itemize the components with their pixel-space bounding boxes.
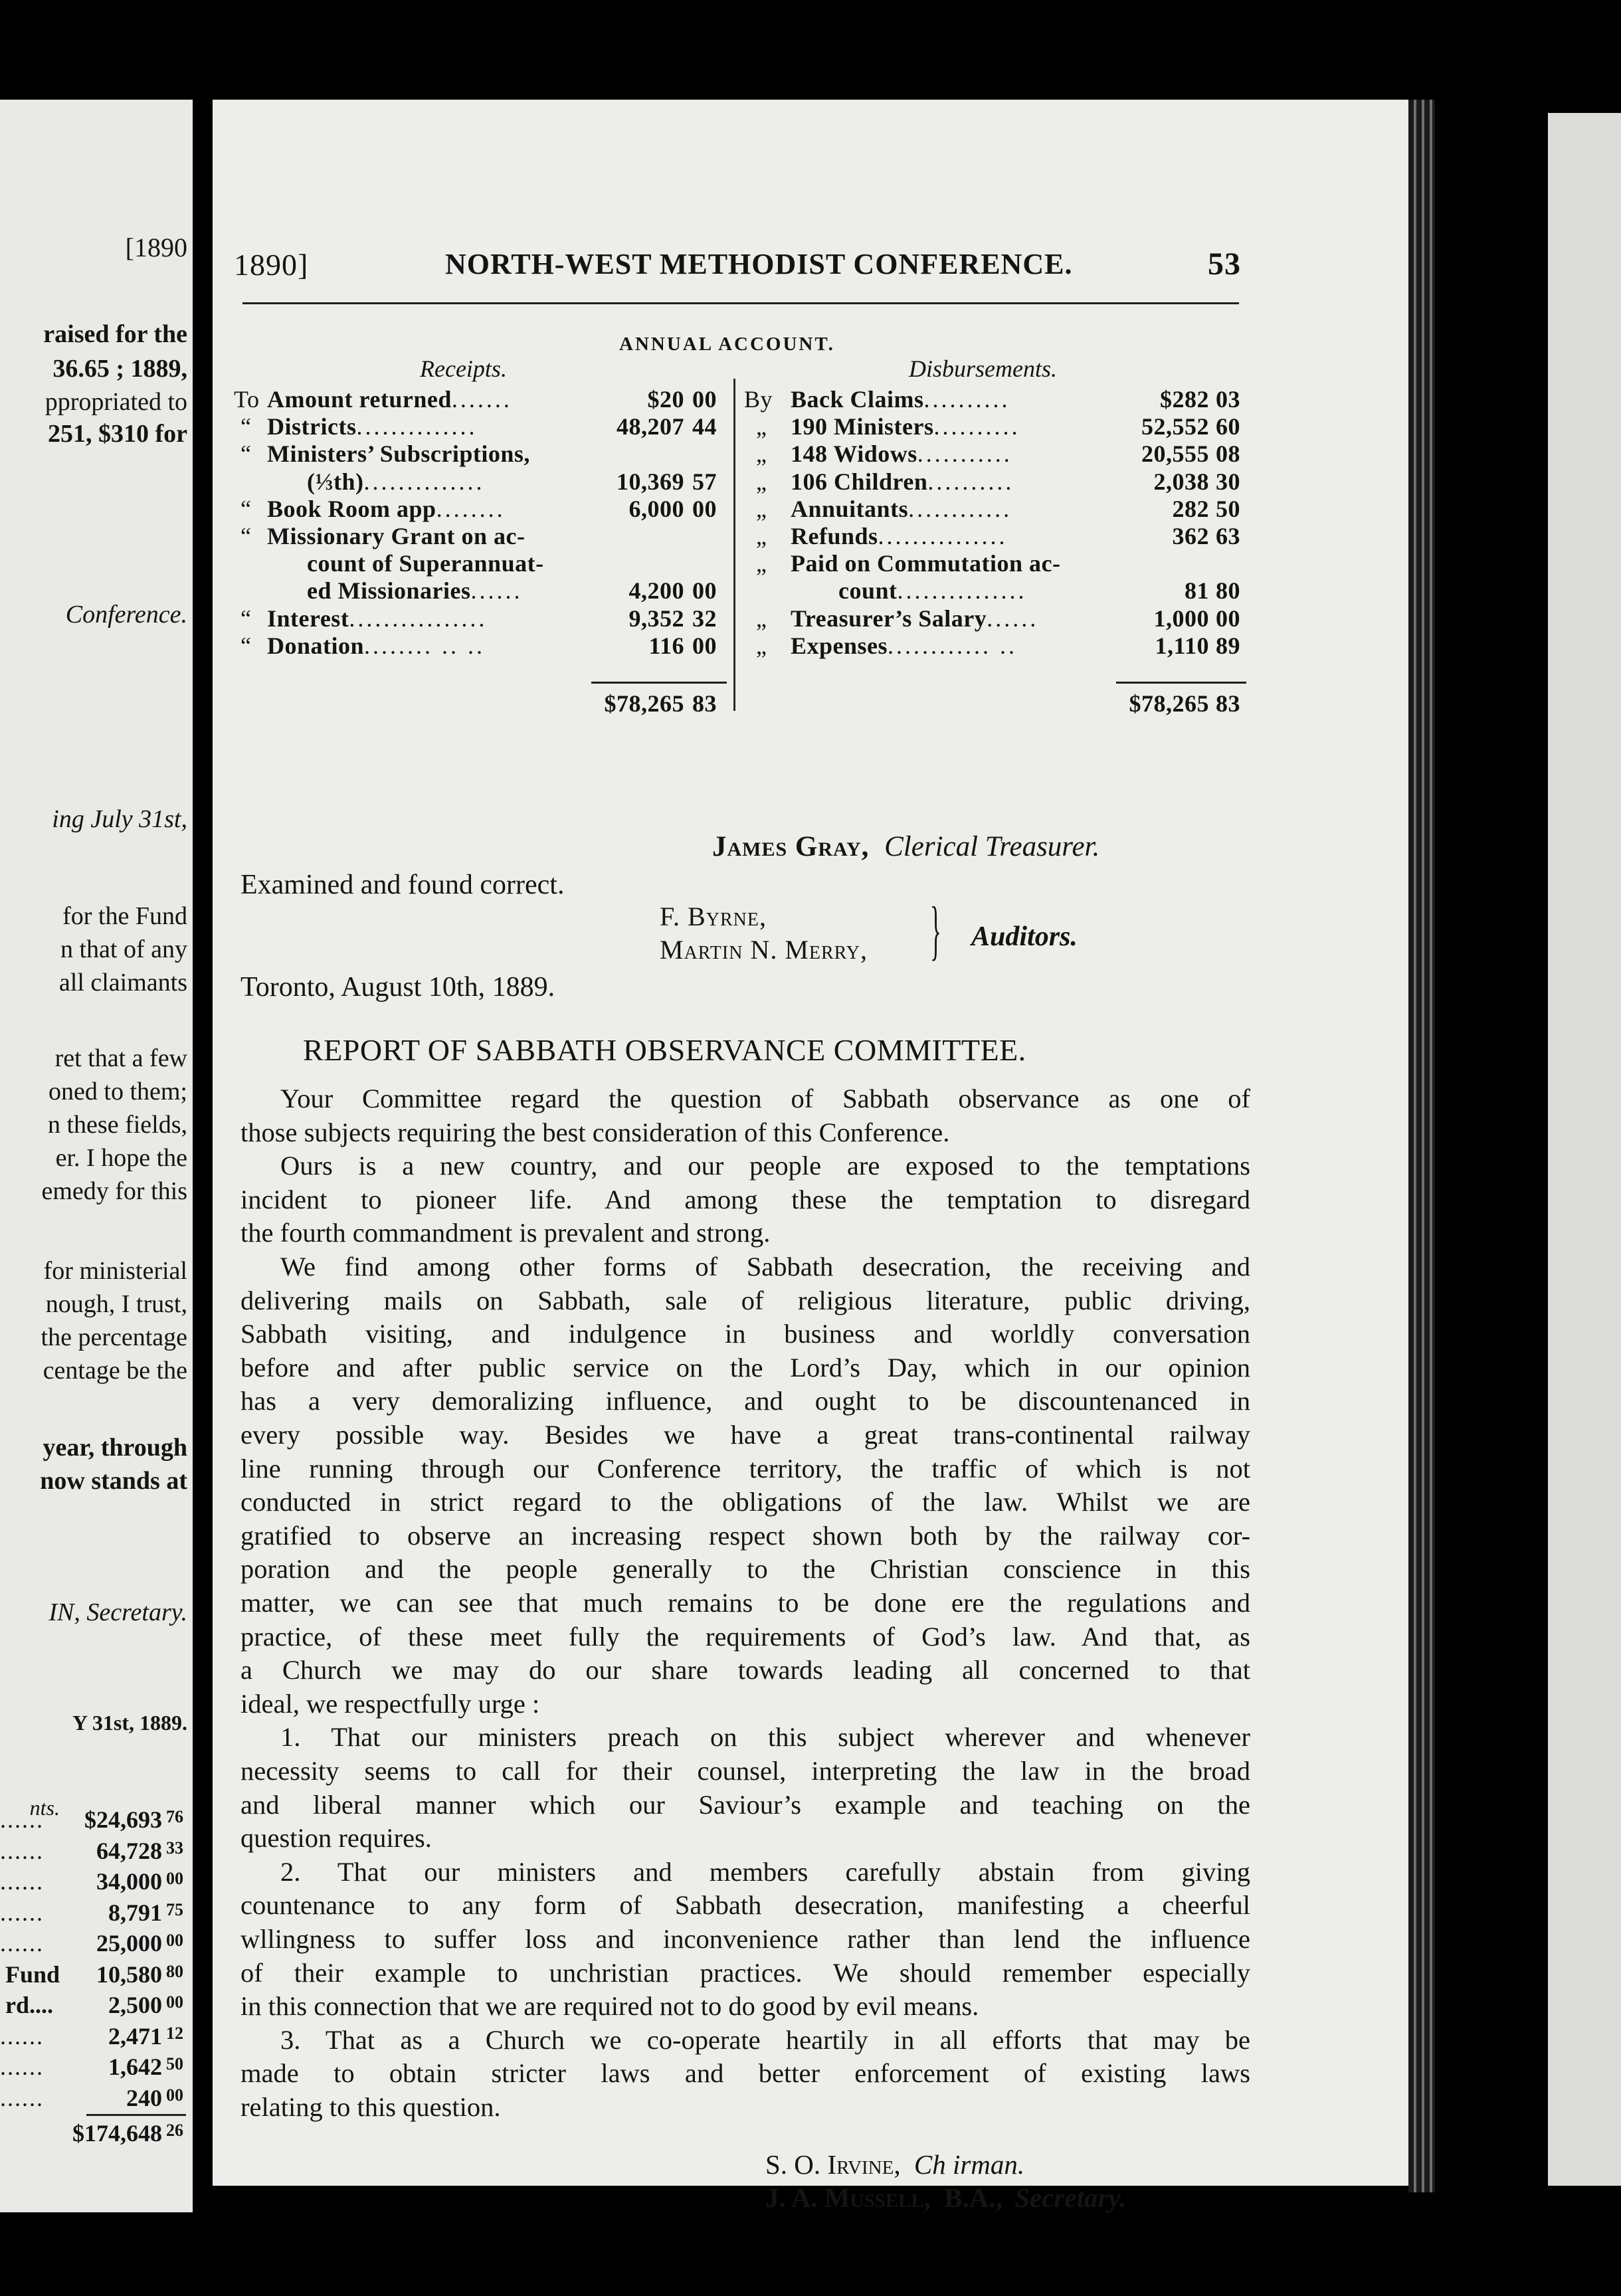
receipt-cents: 44	[692, 413, 717, 440]
left-fragment: n these fields,	[47, 1111, 187, 1139]
left-fragment: ret that a few	[54, 1044, 187, 1072]
left-table-row	[0, 1867, 187, 1899]
left-fragment: nough, I trust,	[45, 1290, 187, 1318]
page-number: 53	[1208, 246, 1241, 282]
left-table-amount: 8,791	[108, 1899, 162, 1926]
treasurer-name: James Gray,	[712, 831, 870, 862]
chairman-name: S. O. Irvine,	[765, 2149, 901, 2180]
report-line: line running through our Conference territory, the traffic of which is not	[240, 1453, 1250, 1483]
receipt-label	[267, 495, 506, 523]
dot-leader: ............	[908, 495, 1012, 522]
left-fragment: IN, Secretary.	[48, 1598, 187, 1626]
disbursement-label-text: 106 Children	[791, 468, 928, 495]
report-line: relating to this question.	[240, 2092, 501, 2122]
dot-leader: ..............	[363, 468, 485, 495]
receipt-label-text: Interest	[267, 605, 349, 632]
left-table-cents: 33	[166, 1838, 183, 1858]
left-fragment: ing July 31st,	[52, 805, 187, 833]
report-line: made to obtain stricter laws and better enforcement of existing laws	[240, 2058, 1250, 2089]
left-fragment: for ministerial	[43, 1257, 187, 1285]
header-rule	[242, 302, 1239, 304]
disbursement-label	[791, 413, 1020, 440]
disbursement-cents: 60	[1216, 413, 1240, 440]
dot-leader: ......	[0, 1930, 44, 1957]
receipt-label	[267, 522, 525, 550]
left-total-row	[0, 2119, 187, 2151]
report-line: those subjects requiring the best consideration of this Conference.	[240, 1117, 950, 1147]
receipt-label-text: Ministers’ Subscriptions,	[267, 440, 530, 468]
disbursement-label-text: Expenses	[791, 632, 888, 659]
left-table-amount: 2,471	[108, 2022, 162, 2050]
disbursement-label-text: Paid on Commutation ac-	[791, 550, 1061, 577]
disbursement-amount: 81	[1185, 577, 1209, 605]
left-table-amount: 1,642	[108, 2054, 162, 2080]
left-table-label: rd....	[5, 1992, 53, 2018]
disbursement-label-text: Back Claims	[791, 386, 924, 413]
disbursement-label-text: 190 Ministers	[791, 413, 934, 440]
receipt-label	[267, 385, 512, 413]
left-table-row	[0, 2022, 187, 2054]
disbursement-amount: 282	[1172, 495, 1209, 522]
left-fragment: emedy for this	[41, 1177, 187, 1205]
report-line: a Church we may do our share towards leading all concerned to that	[240, 1655, 1250, 1685]
left-table-amount: 34,000	[96, 1868, 162, 1895]
left-table-cents: 00	[166, 1931, 183, 1950]
receipt-prefix: “	[240, 495, 252, 522]
running-title: NORTH-WEST METHODIST CONFERENCE.	[445, 248, 1073, 280]
left-table-cents: 00	[166, 2085, 183, 2105]
disbursement-label-text: Refunds	[791, 523, 878, 549]
dot-leader: ......	[0, 2084, 44, 2111]
left-table-cents: 00	[166, 1869, 183, 1888]
left-table-label: Fund	[5, 1961, 60, 1988]
report-line: in this connection that we are required not to do good by evil means.	[240, 1991, 979, 2022]
left-table-row	[0, 1837, 187, 1869]
receipt-amount: $20	[647, 386, 684, 413]
auditor-name: Martin N. Merry,	[660, 935, 868, 965]
receipt-prefix: “	[240, 605, 252, 632]
receipt-label-text: (⅓th)	[307, 468, 364, 495]
left-fragment: ppropriated to	[45, 388, 187, 416]
dot-leader: .......	[451, 386, 512, 413]
disbursement-label	[791, 468, 1014, 496]
left-fragment: n that of any	[60, 935, 187, 963]
report-line: 2. That our ministers and members carefully abstain from giving	[280, 1856, 1250, 1887]
dot-leader: ............ ..	[888, 632, 1018, 659]
report-line: question requires.	[240, 1823, 432, 1854]
left-table-row	[0, 1806, 187, 1838]
receipt-cents: 32	[692, 605, 717, 632]
left-table-cents: 50	[166, 2054, 183, 2073]
left-table-amount: 10,580	[96, 1961, 162, 1988]
report-line: 1. That our ministers preach on this subject wherever and whenever	[280, 1722, 1250, 1753]
dot-leader: ......	[0, 2054, 44, 2080]
disbursement-cents: 00	[1216, 605, 1240, 632]
disbursement-label	[791, 522, 1008, 550]
dot-leader: ......	[0, 2022, 44, 2050]
report-line: countenance to any form of Sabbath desecration, manifesting a cheerful	[240, 1890, 1250, 1921]
dot-leader: ..........	[927, 468, 1014, 495]
left-table-cents: 80	[166, 1961, 183, 1981]
receipt-label	[267, 440, 530, 468]
report-line: We find among other forms of Sabbath desecration, the receiving and	[280, 1252, 1250, 1282]
receipts-heading: Receipts.	[420, 355, 507, 382]
disbursement-prefix: „	[756, 495, 767, 522]
left-table-row	[0, 1899, 187, 1931]
report-line: poration and the people generally to the Christian conscience in this	[240, 1554, 1250, 1584]
disbursement-amount: $282	[1160, 386, 1209, 413]
report-line: Your Committee regard the question of Sabbath observance as one of	[280, 1084, 1250, 1113]
dot-leader: ...........	[917, 440, 1012, 468]
receipts-total-cents: 83	[692, 690, 717, 717]
report-line: the fourth commandment is prevalent and strong.	[240, 1218, 771, 1248]
left-fragment: year, through	[43, 1434, 187, 1462]
left-page-header: [1890	[125, 233, 187, 262]
disbursement-label	[838, 577, 1027, 605]
left-table-amount: 2,500	[108, 1992, 162, 2018]
left-total-rule	[86, 2114, 186, 2116]
disbursement-amount: 1,110	[1155, 632, 1209, 659]
report-line: every possible way. Besides we have a great trans-continental railway	[240, 1420, 1250, 1450]
report-line: before and after public service on the Lord’s Day, which in our opinion	[240, 1352, 1250, 1383]
dot-leader: ........	[436, 495, 506, 522]
dot-leader: ................	[349, 605, 488, 632]
left-fragment: now stands at	[40, 1467, 187, 1495]
disbursement-label	[791, 549, 1061, 577]
receipt-amount: 4,200	[628, 577, 684, 605]
disbursement-amount: 52,552	[1141, 413, 1209, 440]
left-table-amount: $24,693	[84, 1806, 162, 1833]
disbursement-cents: 63	[1216, 523, 1240, 549]
account-divider	[733, 379, 735, 711]
disbursement-cents: 08	[1216, 440, 1240, 468]
receipt-amount: 9,352	[628, 605, 684, 632]
receipt-amount: 116	[648, 632, 684, 659]
disbursement-prefix: „	[756, 632, 767, 659]
receipt-label	[307, 468, 485, 496]
chairman-signature	[765, 2149, 1024, 2180]
dot-leader: ......	[470, 577, 523, 605]
receipt-label	[267, 605, 487, 632]
report-line: Sabbath visiting, and indulgence in business and worldly conversation	[240, 1319, 1250, 1349]
disbursement-amount: 362	[1172, 523, 1209, 549]
disbursement-prefix: „	[756, 468, 767, 495]
left-table-amount: 25,000	[96, 1930, 162, 1957]
report-line: matter, we can see that much remains to be done ere the regulations and	[240, 1588, 1250, 1618]
page-edges	[1408, 100, 1435, 2192]
receipt-label-text: Amount returned	[267, 386, 452, 413]
receipts-total-amount: $78,265	[604, 690, 684, 717]
disbursement-amount: 2,038	[1153, 468, 1209, 495]
left-table-row	[0, 1961, 187, 1992]
place-date: Toronto, August 10th, 1889.	[240, 972, 555, 1003]
report-line: necessity seems to call for their counsel, interpreting the law in the broad	[240, 1756, 1250, 1786]
disbursement-cents: 03	[1216, 386, 1240, 413]
disbursement-amount: 20,555	[1141, 440, 1209, 468]
disbursement-cents: 89	[1216, 632, 1240, 659]
receipts-total-rule	[591, 682, 727, 684]
receipt-label-text: Donation	[267, 632, 365, 659]
disbursements-total-cents: 83	[1216, 690, 1240, 717]
report-line: incident to pioneer life. And among these the temptation to disregard	[240, 1184, 1250, 1214]
disbursement-cents: 50	[1216, 495, 1240, 522]
disbursement-prefix: „	[756, 550, 767, 577]
left-table-row	[0, 2053, 187, 2085]
auditor-name: F. Byrne,	[660, 902, 767, 931]
dot-leader: ......	[0, 1837, 44, 1864]
receipt-label	[267, 632, 485, 660]
disbursements-heading: Disbursements.	[909, 355, 1057, 382]
left-fragment: Conference.	[65, 601, 187, 628]
secretary-degree: B.A.,	[944, 2182, 1002, 2213]
disbursement-label-text: Annuitants	[791, 495, 909, 522]
dot-leader: ......	[987, 605, 1039, 632]
disbursement-label-text: Treasurer’s Salary	[791, 605, 987, 632]
page-edge-line	[1422, 100, 1424, 2192]
left-table-row	[0, 2084, 187, 2116]
disbursement-label-text: 148 Widows	[791, 440, 917, 468]
disbursement-prefix: „	[756, 413, 767, 440]
disbursement-label	[791, 632, 1017, 660]
receipt-label-text: Missionary Grant on ac-	[267, 523, 525, 549]
left-fragment: er. I hope the	[55, 1144, 187, 1172]
receipt-label-text: Districts	[267, 413, 357, 440]
chairman-title: Ch irman.	[913, 2149, 1025, 2180]
receipt-prefix: To	[234, 386, 260, 413]
receipt-label	[267, 413, 477, 440]
left-fragment: 36.65 ; 1889,	[52, 355, 187, 383]
account-title: ANNUAL ACCOUNT.	[619, 334, 835, 355]
left-fragment: for the Fund	[62, 902, 187, 930]
dot-leader: ......	[0, 1899, 44, 1926]
disbursement-prefix: „	[756, 605, 767, 632]
receipt-amount: 48,207	[617, 413, 684, 440]
left-total-cents: 26	[166, 2121, 183, 2140]
receipt-prefix: “	[240, 523, 252, 549]
left-fragment: all claimants	[58, 969, 187, 997]
dot-leader: ...............	[878, 523, 1008, 549]
receipt-label	[307, 577, 523, 605]
disbursements-total-amount: $78,265	[1129, 690, 1209, 717]
report-line: has a very demoralizing influence, and ought to be discountenanced in	[240, 1386, 1250, 1416]
dot-leader: ..............	[356, 413, 478, 440]
disbursement-amount: 1,000	[1153, 605, 1209, 632]
receipt-cents: 00	[692, 577, 717, 605]
report-line: conducted in strict regard to the obligations of the law. Whilst we are	[240, 1487, 1250, 1517]
receipt-cents: 00	[692, 632, 717, 659]
left-table-amount: 240	[126, 2084, 162, 2111]
receipt-prefix: “	[240, 632, 252, 659]
left-table-cents: 75	[166, 1899, 183, 1919]
receipt-label-text: ed Missionaries	[307, 577, 471, 605]
disbursement-label	[791, 440, 1012, 468]
receipt-label-text: count of Superannuat-	[307, 550, 544, 577]
dot-leader: ..........	[933, 413, 1020, 440]
dot-leader: ..........	[923, 386, 1010, 413]
disbursement-cents: 80	[1216, 577, 1240, 605]
left-fragment: raised for the	[43, 320, 187, 348]
disbursement-prefix: By	[744, 386, 773, 413]
left-fragment: oned to them;	[48, 1078, 187, 1105]
disbursement-label-text: count	[838, 577, 898, 605]
receipt-prefix: “	[240, 413, 252, 440]
page-edge-line	[1414, 100, 1416, 2192]
receipt-cents: 57	[692, 468, 717, 495]
report-line: ideal, we respectfully urge :	[240, 1688, 540, 1719]
dot-leader: ......	[0, 1868, 44, 1895]
receipt-cents: 00	[692, 495, 717, 522]
report-line: wllingness to suffer loss and inconvenience rather than lend the influence	[240, 1924, 1250, 1954]
report-line: delivering mails on Sabbath, sale of religious literature, public driving,	[240, 1285, 1250, 1315]
disbursements-total-rule	[1116, 682, 1246, 684]
left-table-row	[0, 1929, 187, 1961]
treasurer-signature	[712, 830, 1099, 863]
report-line: and liberal manner which our Saviour’s example and teaching on the	[240, 1789, 1250, 1820]
next-page-edge	[1548, 113, 1621, 2186]
left-fragment: 251, $310 for	[47, 420, 187, 448]
disbursement-label	[791, 495, 1012, 523]
disbursement-prefix: „	[756, 523, 767, 549]
left-table-cents: 76	[166, 1807, 183, 1826]
page-edge-line	[1430, 100, 1432, 2192]
treasurer-title: Clerical Treasurer.	[884, 831, 1100, 862]
left-fragment: Y 31st, 1889.	[72, 1711, 187, 1735]
report-line: practice, of these meet fully the requirements of God’s law. And that, as	[240, 1621, 1250, 1652]
left-table-cents: 12	[166, 2023, 183, 2043]
book-page	[213, 100, 1408, 2213]
left-total-amount: $174,648	[72, 2120, 162, 2147]
disbursement-label	[791, 605, 1038, 632]
report-line: gratified to observe an increasing respect shown both by the railway cor-	[240, 1520, 1250, 1551]
receipt-amount: 6,000	[628, 495, 684, 522]
secretary-signature	[765, 2182, 1126, 2214]
receipt-prefix: “	[240, 440, 252, 468]
disbursement-label	[791, 385, 1010, 413]
disbursement-cents: 30	[1216, 468, 1240, 495]
secretary-title: Secretary.	[1014, 2182, 1127, 2213]
disbursement-prefix: „	[756, 440, 767, 468]
dot-leader: ........ .. ..	[364, 632, 486, 659]
receipt-cents: 00	[692, 386, 717, 413]
left-fragment: nts.	[29, 1796, 60, 1820]
dot-leader: ......	[0, 1806, 44, 1833]
left-fragment: centage be the	[43, 1357, 187, 1385]
left-table-cents: 00	[166, 1992, 183, 2012]
examined-note: Examined and found correct.	[240, 870, 565, 900]
left-fragment: the percentage	[41, 1323, 187, 1351]
auditors-label: Auditors.	[971, 921, 1078, 952]
dot-leader: ...............	[897, 577, 1027, 605]
running-year: 1890]	[234, 248, 309, 282]
receipt-amount: 10,369	[617, 468, 684, 495]
previous-page-strip	[0, 100, 193, 2212]
report-line: 3. That as a Church we co-operate heartily in all efforts that may be	[280, 2024, 1250, 2055]
report-line: of their example to unchristian practices. We should remember especially	[240, 1957, 1250, 1988]
report-line: Ours is a new country, and our people are exposed to the temptations	[280, 1151, 1250, 1181]
report-title: REPORT OF SABBATH OBSERVANCE COMMITTEE.	[303, 1033, 1026, 1067]
left-table-amount: 64,728	[96, 1837, 162, 1864]
secretary-name: J. A. Mussell,	[765, 2182, 931, 2213]
auditors-brace: }	[930, 893, 941, 967]
receipt-label-text: Book Room app	[267, 495, 436, 522]
receipt-label	[307, 549, 544, 577]
left-table-row	[0, 1991, 187, 2023]
